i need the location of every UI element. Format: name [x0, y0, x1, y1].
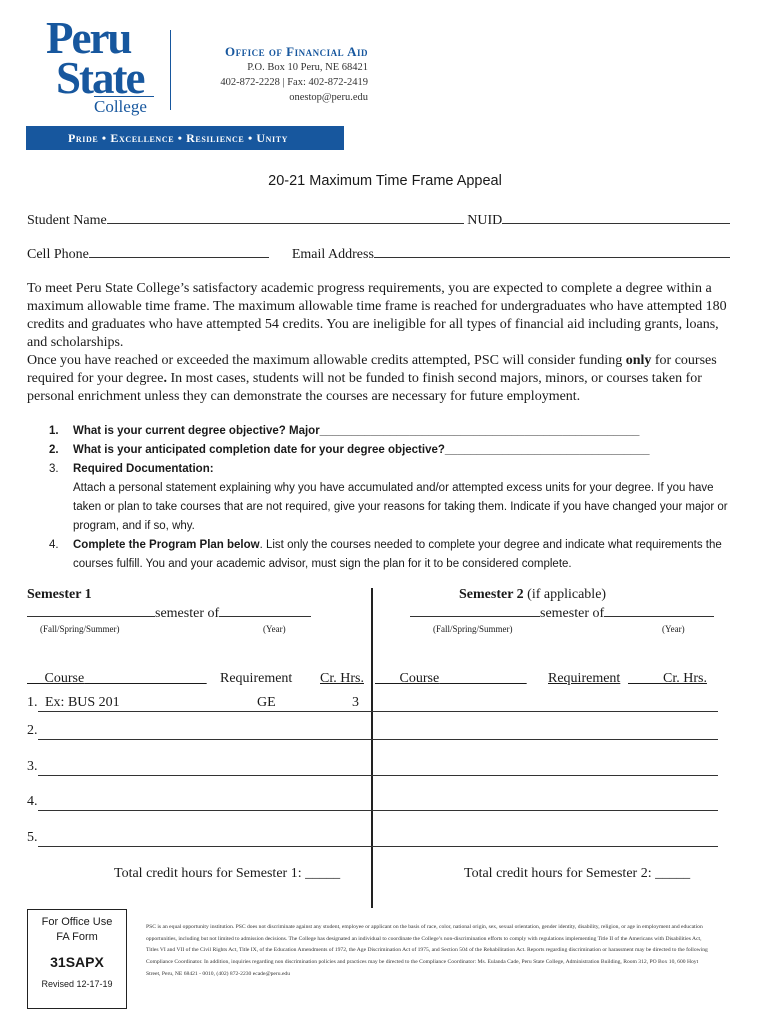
question-3-text: Required Documentation: — [73, 463, 214, 475]
contact-row — [27, 246, 730, 263]
cell-phone-field[interactable] — [89, 246, 269, 258]
sem2-col-credits: Cr. Hrs. — [663, 671, 707, 686]
semester-1-year-hint: (Year) — [263, 624, 286, 634]
office-use-label: For Office Use — [41, 916, 113, 928]
table-row-line[interactable] — [38, 739, 718, 740]
question-3-num: 3. — [49, 463, 59, 475]
questions-list — [49, 422, 743, 574]
intro-paragraph-1: To meet Peru State College’s satisfactory academic progress requirements, you are expected to complete a degree within a maximum allowable time frame. The maximum allowable time frame is reached for undergraduates who have attempted 180 credits and graduates who have attempted 54 credits. You are ineligible for all types of financial aid including grants, loans, and scholarships. — [27, 281, 727, 350]
sem2-header-credits — [628, 671, 707, 687]
nuid-field[interactable] — [502, 212, 730, 224]
semester-1-title: Semester 1 — [27, 587, 92, 602]
intro-p2-d: . — [163, 371, 167, 386]
question-4-num: 4. — [49, 539, 59, 551]
question-1-num: 1. — [49, 425, 59, 437]
intro-p2-only: only — [625, 353, 652, 368]
intro-paragraph-2 — [27, 352, 739, 406]
student-name-field[interactable] — [107, 212, 464, 224]
office-contact — [220, 44, 368, 105]
example-requirement: GE — [257, 695, 276, 710]
question-3-detail: Attach a personal statement explaining why you have accumulated and/or attempted excess units for your degree. If you have taken or plan to take courses that are not required, give your reasons for taking them. Indicate if you have changed your major or program, and if so, why. — [73, 482, 728, 532]
sem1-col-credits: Cr. Hrs. — [320, 671, 364, 686]
row-5-num: 5. — [27, 830, 38, 845]
sem2-col-course: Course — [399, 671, 440, 686]
intro-p2-a: Once you have reached or exceeded the maximum allowable credits attempted, PSC will consider funding — [27, 353, 626, 368]
row-3-num: 3. — [27, 759, 38, 774]
semester-1-line — [27, 605, 311, 622]
header-divider — [170, 30, 171, 110]
intro-p2-e: In most cases, students will not be funded to finish second majors, minors, or courses taken for personal enrichment unless they can demonstrate the courses are necessary for future employment. — [27, 371, 702, 404]
semester-1-of: semester of — [155, 606, 220, 621]
office-email[interactable]: onestop@peru.edu — [289, 92, 368, 103]
question-2-text[interactable]: What is your anticipated completion date for your degree objective?________________________________ — [73, 444, 650, 456]
college-logo — [46, 13, 156, 116]
fa-form-label: FA Form — [56, 931, 98, 943]
email-address-label: Email Address — [291, 247, 374, 262]
row-4-num: 4. — [27, 794, 38, 809]
semester-2-title-note: (if applicable) — [523, 587, 607, 602]
semester-2-year-field[interactable] — [604, 605, 714, 617]
sem1-col-requirement: Requirement — [220, 671, 293, 686]
intro-text — [27, 280, 739, 406]
office-address: P.O. Box 10 Peru, NE 68421 — [247, 62, 368, 73]
table-row-line[interactable] — [38, 846, 718, 847]
semester-2-season-field[interactable] — [410, 605, 540, 617]
sem1-col-course: Course — [44, 671, 85, 686]
semester-2-title — [459, 587, 606, 603]
table-row-line[interactable] — [38, 810, 718, 811]
question-3 — [49, 460, 743, 536]
question-1 — [49, 422, 743, 441]
table-row-line[interactable] — [38, 775, 718, 776]
example-course: Ex: BUS 201 — [45, 695, 120, 710]
sem2-col-requirement: Requirement — [548, 671, 621, 686]
values-banner: Pride • Excellence • Resilience • Unity — [26, 126, 344, 150]
question-2 — [49, 441, 743, 460]
example-credits: 3 — [352, 695, 359, 710]
intro-p2-c: for courses required for your degree — [27, 353, 717, 386]
semester-1-total[interactable]: Total credit hours for Semester 1: _____ — [114, 866, 341, 881]
semester-1-season-hint: (Fall/Spring/Summer) — [40, 624, 120, 634]
semester-2-title-text: Semester 2 — [459, 587, 524, 602]
student-name-row — [27, 212, 730, 229]
semester-1-season-field[interactable] — [27, 605, 155, 617]
semester-2-line — [410, 605, 714, 622]
office-title: Office of Financial Aid — [225, 44, 368, 59]
example-row-num: 1. — [27, 695, 38, 710]
email-address-field[interactable] — [374, 246, 730, 258]
logo-state: State — [56, 53, 144, 103]
logo-peru: Peru — [46, 13, 131, 63]
logo-college: College — [94, 96, 154, 116]
question-1-text[interactable]: What is your current degree objective? Major__________________________________________________ — [73, 425, 640, 437]
question-2-num: 2. — [49, 444, 59, 456]
question-4-text: . List only the courses needed to complete your degree and indicate what requirements the courses fulfill. You and your academic advisor, must sign the plan for it to be considered complete. — [73, 539, 722, 570]
nuid-label: NUID — [467, 213, 503, 228]
semester-2-of: semester of — [540, 606, 605, 621]
semester-1-year-field[interactable] — [219, 605, 311, 617]
question-4 — [49, 536, 743, 574]
question-4-bold: Complete the Program Plan below — [73, 539, 260, 551]
student-name-label: Student Name — [27, 213, 107, 228]
sem1-header-course — [27, 671, 207, 687]
table-row-line[interactable] — [38, 711, 718, 712]
semester-divider — [371, 588, 373, 908]
semester-2-season-hint: (Fall/Spring/Summer) — [433, 624, 513, 634]
row-2-num: 2. — [27, 723, 38, 738]
revision-date: Revised 12-17-19 — [41, 979, 113, 989]
sem2-header-course — [375, 671, 527, 687]
eeo-notice: PSC is an equal opportunity institution. PSC does not discriminate against any student, employee or applicant on the basis of race, color, national origin, sex, sexual orientation, gender identity, disability, religion, or age in employment and education opportunities, including but not limited to admission decisions. The College has designated an individual to coordinate the College’s non-discrimination efforts to comply with regulations implementing Title II of the Americans with Disabilities Act, Titles VI and VII of the Civil Rights Act, Title IX, of the Education Amendments of 1972, the Age Discrimination Act of 1975, and Section 504 of the Rehabilitation Act. Reports regarding discrimination or harassment may be directed to the following Compliance Coordinator. In addition, inquiries regarding non discrimination policies and practices may be directed to the Compliance Coordinator: Ms. Eulanda Cade, Peru State College, Administration Building, Room 312, PO Box 10, 600 Hoyt Street, Peru, NE 68421 - 0010, (402) 872-2230 ecade@peru.edu — [146, 924, 708, 977]
semester-2-year-hint: (Year) — [662, 624, 685, 634]
cell-phone-label: Cell Phone — [27, 247, 89, 262]
form-title: 20-21 Maximum Time Frame Appeal — [268, 173, 502, 189]
office-use-box — [27, 909, 127, 1009]
form-code: 31SAPX — [50, 954, 104, 970]
office-phone-fax: 402-872-2228 | Fax: 402-872-2419 — [220, 77, 368, 88]
semester-2-total[interactable]: Total credit hours for Semester 2: _____ — [464, 866, 691, 881]
